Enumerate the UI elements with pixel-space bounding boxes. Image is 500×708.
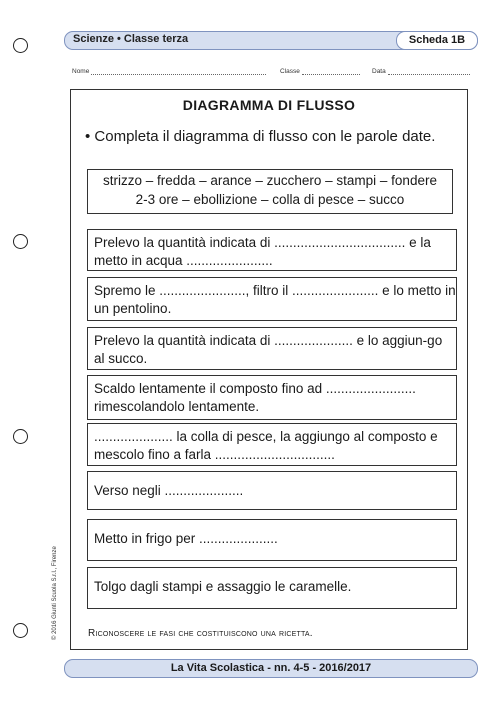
flow-step[interactable]: Spremo le ......................., filtro il ....................... e lo metto in un pentolino. — [87, 277, 457, 321]
word-bank-line: 2-3 ore – ebollizione – colla di pesce – succo — [135, 192, 405, 207]
scheda-badge: Scheda 1B — [396, 31, 478, 50]
subject-label: Scienze • Classe terza — [73, 33, 189, 45]
flow-step[interactable]: Verso negli ..................... — [87, 471, 457, 510]
nome-label: Nome — [72, 68, 90, 75]
flow-step[interactable]: ..................... la colla di pesce, la aggiungo al composto e mescolo fino a farla ................................ — [87, 423, 457, 466]
data-field[interactable] — [372, 68, 470, 75]
binder-hole — [13, 38, 28, 53]
flow-step[interactable]: Prelevo la quantità indicata di ..................... e lo aggiun-go al succo. — [87, 327, 457, 370]
word-bank-line: strizzo – fredda – arance – zucchero – stampi – fondere — [103, 173, 437, 188]
footer-bar: La Vita Scolastica - nn. 4-5 - 2016/2017 — [64, 659, 478, 678]
copyright: © 2016 Giunti Scuola S.r.l., Firenze — [52, 546, 58, 640]
flow-step[interactable]: Tolgo dagli stampi e assaggio le caramelle. — [87, 567, 457, 609]
classe-label: Classe — [280, 68, 300, 75]
flow-step[interactable]: Prelevo la quantità indicata di ................................... e la metto in acqua ....................... — [87, 229, 457, 271]
word-bank — [87, 169, 453, 214]
binder-hole — [13, 429, 28, 444]
flow-step[interactable]: Metto in frigo per ..................... — [87, 519, 457, 561]
header-bar — [64, 31, 478, 50]
binder-hole — [13, 234, 28, 249]
binder-hole — [13, 623, 28, 638]
data-label: Data — [372, 68, 386, 75]
worksheet-frame — [70, 89, 468, 650]
nome-field[interactable] — [72, 68, 266, 75]
classe-field[interactable] — [280, 68, 360, 75]
flow-step[interactable]: Scaldo lentamente il composto fino ad ........................ rimescolandolo lentamente. — [87, 375, 457, 420]
page-title: DIAGRAMMA DI FLUSSO — [182, 97, 356, 113]
footnote: Riconoscere le fasi che costituiscono una ricetta. — [88, 628, 313, 639]
instruction: • Completa il diagramma di flusso con le parole date. — [85, 128, 436, 145]
